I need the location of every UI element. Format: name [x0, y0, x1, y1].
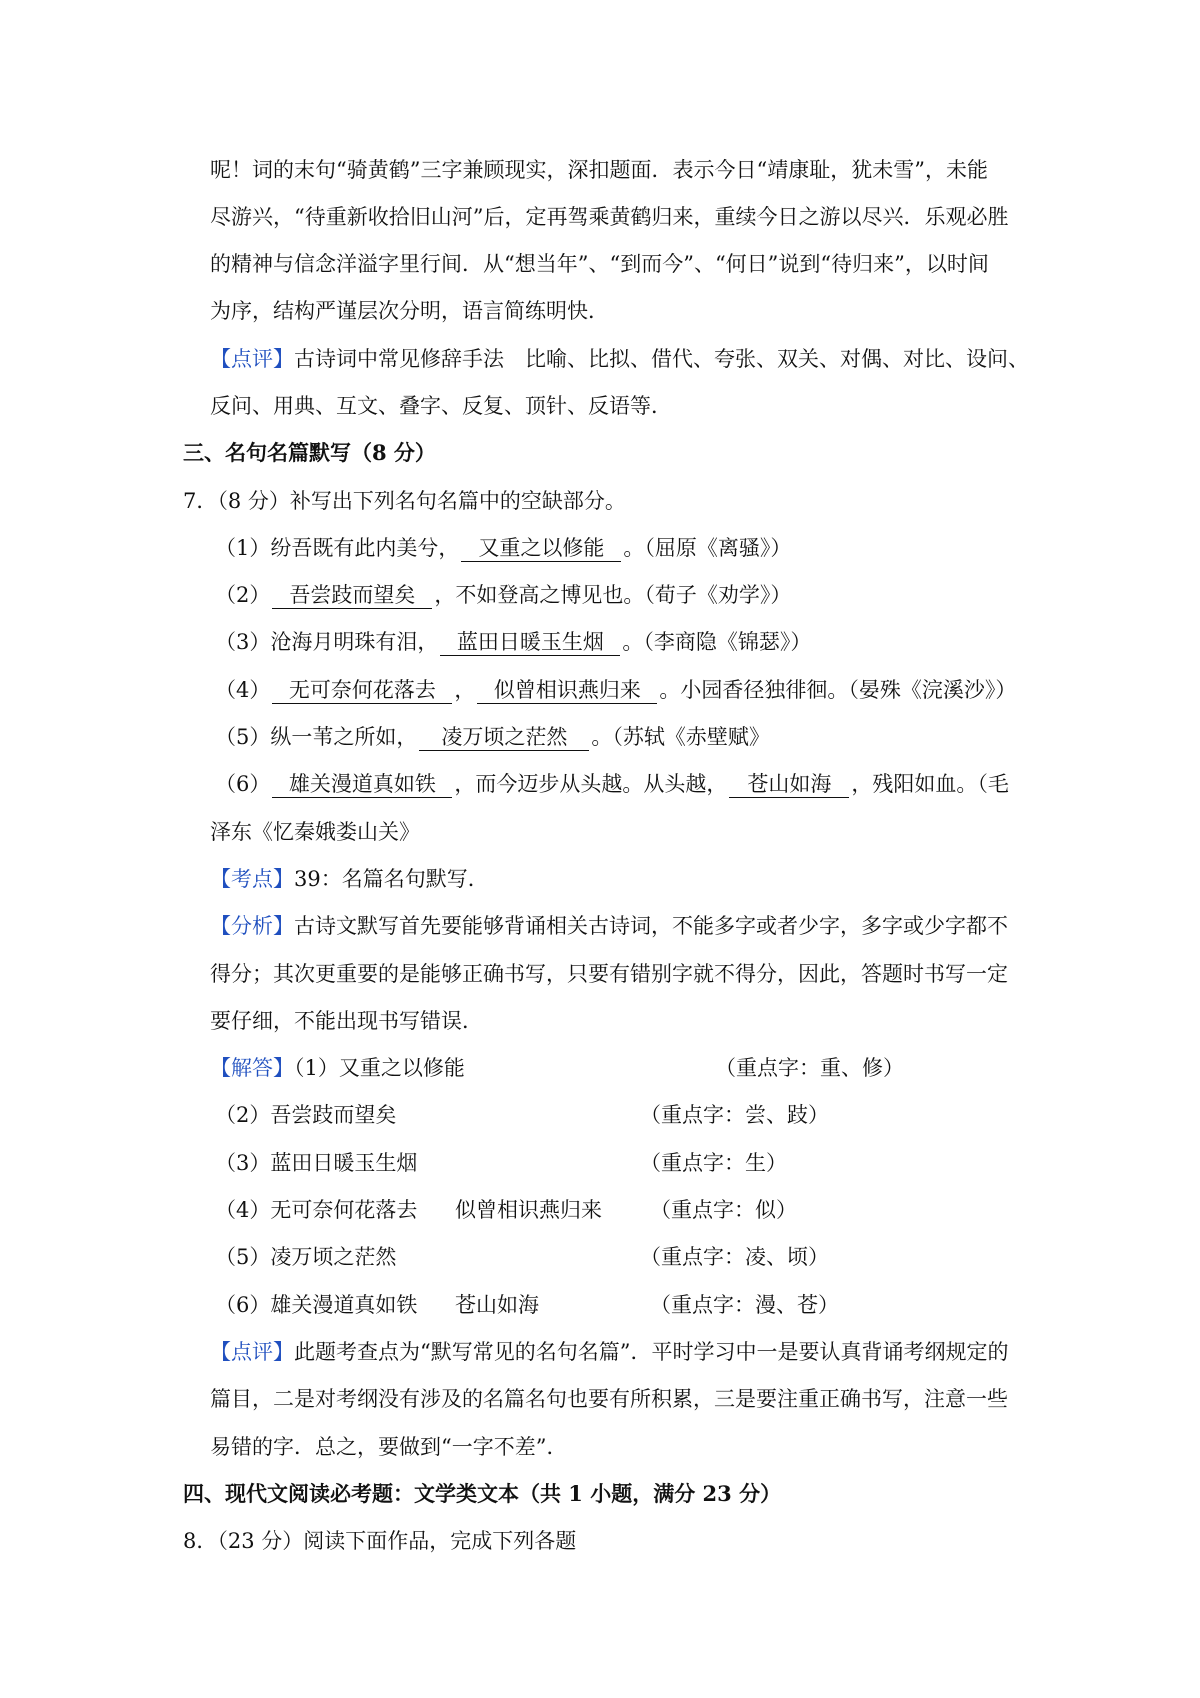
q7-item-4: [215, 675, 1016, 705]
answer-blank-2: 似曾相识燕归来: [477, 677, 657, 704]
question-7-stem: 7．（8 分）补写出下列名句名篇中的空缺部分。: [183, 489, 626, 513]
kaodian-tag: 【考点】: [210, 867, 294, 891]
answer-blank: 凌万顷之茫然: [419, 724, 589, 751]
comment-text: 古诗词中常见修辞手法 比喻、比拟、借代、夸张、双关、对偶、对比、设问、: [294, 347, 1029, 371]
answer-row-2: （2）吾尝跂而望矣: [215, 1103, 397, 1127]
answer-blank: 蓝田日暖玉生烟: [440, 629, 620, 656]
comment-tag: 【点评】: [210, 347, 294, 371]
analysis-line-4: 为序，结构严谨层次分明，语言简练明快．: [210, 299, 609, 323]
answer-row-5: （5）凌万顷之茫然: [215, 1245, 397, 1269]
dianping-line-1: [210, 1337, 1008, 1367]
answer-blank: 又重之以修能: [461, 535, 621, 562]
answer-row-3: （3）蓝田日暖玉生烟: [215, 1151, 418, 1175]
answer-blank-2: 苍山如海: [729, 771, 849, 798]
answer-row-4-part2: 似曾相识燕归来: [455, 1198, 602, 1222]
q7-item-3: [215, 627, 811, 657]
answer-text: （1）又重之以修能: [294, 1056, 465, 1080]
dianping-text: 此题考查点为“默写常见的名句名篇”．平时学习中一是要认真背诵考纲规定的: [294, 1340, 1009, 1364]
item-number: （6）: [215, 772, 271, 796]
item-number: （2）: [215, 583, 271, 607]
q7-item-1: [215, 533, 791, 563]
fenxi-line-3: 要仔细，不能出现书写错误．: [210, 1009, 483, 1033]
answer-blank: 吾尝跂而望矣: [272, 582, 432, 609]
q7-item-6-cont: 泽东《忆秦娥娄山关》: [210, 820, 420, 844]
item-suffix: ，残阳如血。（毛: [851, 772, 1009, 796]
item-prefix: 纵一苇之所如，: [270, 725, 418, 749]
item-prefix: 纷吾既有此内美兮，: [270, 536, 460, 560]
q7-item-5: [215, 722, 770, 752]
fenxi-text: 古诗文默写首先要能够背诵相关古诗词，不能多字或者少字，多字或少字都不: [294, 914, 1008, 938]
fenxi-line-1: [210, 911, 1008, 941]
answer-blank: 无可奈何花落去: [272, 677, 452, 704]
item-middle: ，: [454, 678, 476, 702]
dianping-tag: 【点评】: [210, 1340, 294, 1364]
item-middle: ，而今迈步从头越。从头越，: [454, 772, 728, 796]
kaodian: [210, 864, 489, 894]
dianping-line-2: 篇目，二是对考纲没有涉及的名篇名句也要有所积累，三是要注重正确书写，注意一些: [210, 1387, 1008, 1411]
analysis-line-3: 的精神与信念洋溢字里行间．从“想当年”、“到而今”、“何日”说到“待归来”，以时间: [210, 252, 989, 276]
answer-key-2: （重点字：尝、跂）: [640, 1103, 829, 1127]
q7-item-6: [215, 769, 1009, 799]
answer-key-4: （重点字：似）: [650, 1198, 797, 1222]
answer-key-1: （重点字：重、修）: [715, 1056, 904, 1080]
item-number: （5）: [215, 725, 271, 749]
item-number: （4）: [215, 678, 271, 702]
item-suffix: 。（屈原《离骚》）: [623, 536, 792, 560]
answer-row-1: [210, 1053, 465, 1083]
item-suffix: 。（李商隐《锦瑟》）: [622, 630, 812, 654]
answer-key-5: （重点字：凌、顷）: [640, 1245, 829, 1269]
answer-blank: 雄关漫道真如铁: [272, 771, 452, 798]
answer-key-6: （重点字：漫、苍）: [650, 1293, 839, 1317]
answer-key-3: （重点字：生）: [640, 1151, 787, 1175]
answer-row-6-part2: 苍山如海: [455, 1293, 539, 1317]
q7-item-2: [215, 580, 791, 610]
prev-comment: [210, 344, 1029, 374]
analysis-line-2: 尽游兴，“待重新收拾旧山河”后，定再驾乘黄鹤归来，重续今日之游以尽兴．乐观必胜: [210, 205, 1009, 229]
answer-row-4: （4）无可奈何花落去: [215, 1198, 418, 1222]
item-suffix: 。（苏轼《赤壁赋》: [591, 725, 770, 749]
jieda-tag: 【解答】: [210, 1056, 294, 1080]
fenxi-line-2: 得分；其次更重要的是能够正确书写，只要有错别字就不得分，因此，答题时书写一定: [210, 962, 1008, 986]
kaodian-text: 39：名篇名句默写．: [294, 867, 489, 891]
answer-row-6: （6）雄关漫道真如铁: [215, 1293, 418, 1317]
prev-comment-line-2: 反问、用典、互文、叠字、反复、顶针、反语等．: [210, 394, 672, 418]
item-suffix: 。小园香径独徘徊。（晏殊《浣溪沙》）: [659, 678, 1017, 702]
fenxi-tag: 【分析】: [210, 914, 294, 938]
section-4-title: 四、现代文阅读必考题：文学类文本（共 1 小题，满分 23 分）: [183, 1481, 782, 1506]
section-3-title: 三、名句名篇默写（8 分）: [183, 440, 436, 465]
analysis-line-1: 呢！词的末句“骑黄鹤”三字兼顾现实，深扣题面．表示今日“靖康耻，犹未雪”，未能: [210, 158, 988, 182]
dianping-line-3: 易错的字．总之，要做到“一字不差”．: [210, 1435, 568, 1459]
item-prefix: 沧海月明珠有泪，: [270, 630, 439, 654]
item-suffix: ，不如登高之博见也。（荀子《劝学》）: [434, 583, 792, 607]
item-number: （3）: [215, 630, 271, 654]
question-8-stem: 8．（23 分）阅读下面作品，完成下列各题: [183, 1529, 577, 1553]
item-number: （1）: [215, 536, 271, 560]
